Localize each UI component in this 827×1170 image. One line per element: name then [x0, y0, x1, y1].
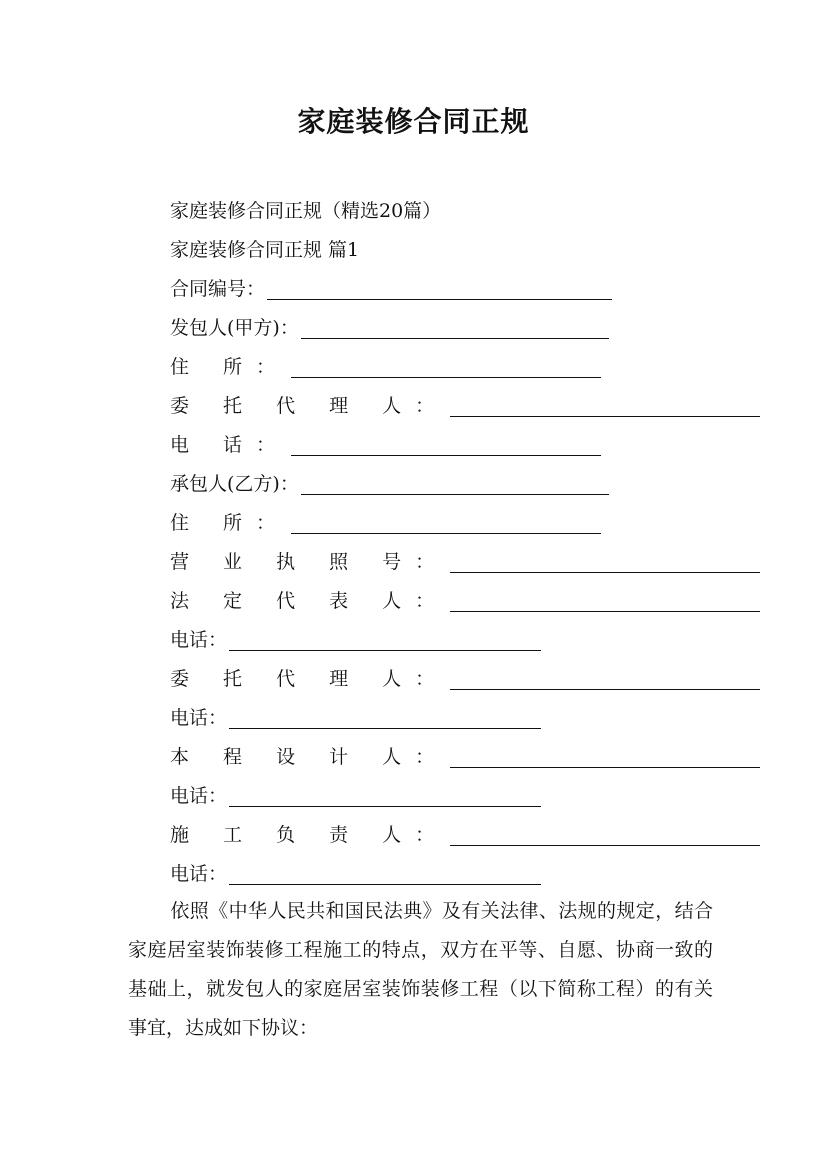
field-legal-rep-phone	[170, 625, 541, 655]
field-party-b-address	[170, 508, 601, 538]
field-business-license	[170, 547, 760, 577]
field-party-a-phone	[170, 430, 601, 460]
field-label: 电 话：	[170, 434, 290, 456]
business-license-blank[interactable]	[450, 552, 760, 573]
field-label: 电话：	[170, 629, 228, 651]
party-b-address-blank[interactable]	[291, 513, 601, 534]
section-heading: 家庭装修合同正规 篇1	[170, 239, 360, 261]
field-label: 承包人(乙方)：	[170, 473, 299, 495]
field-label: 住 所：	[170, 356, 290, 378]
field-label: 合同编号：	[170, 278, 266, 300]
legal-rep-phone-blank[interactable]	[229, 630, 541, 651]
field-label: 施 工 负 责 人：	[170, 824, 449, 846]
field-label: 电话：	[170, 863, 228, 885]
field-party-a	[170, 313, 609, 343]
field-party-b-agent	[170, 664, 760, 694]
field-party-a-agent	[170, 391, 760, 421]
legal-representative-blank[interactable]	[450, 591, 760, 612]
field-label: 发包人(甲方)：	[170, 317, 299, 339]
field-label: 住 所：	[170, 512, 290, 534]
field-legal-representative	[170, 586, 760, 616]
field-party-a-address	[170, 352, 601, 382]
field-construction-manager	[170, 820, 760, 850]
field-label: 电话：	[170, 785, 228, 807]
document-subtitle: 家庭装修合同正规（精选20篇）	[170, 200, 442, 222]
field-label: 委 托 代 理 人：	[170, 395, 449, 417]
field-designer	[170, 742, 760, 772]
field-party-b	[170, 469, 609, 499]
designer-phone-blank[interactable]	[229, 786, 541, 807]
party-b-blank[interactable]	[301, 474, 609, 495]
party-b-agent-blank[interactable]	[450, 669, 760, 690]
party-a-address-blank[interactable]	[291, 357, 601, 378]
field-label: 营 业 执 照 号：	[170, 551, 449, 573]
party-a-blank[interactable]	[301, 318, 609, 339]
page-title: 家庭装修合同正规	[297, 105, 530, 138]
designer-blank[interactable]	[450, 747, 760, 768]
field-label: 本 程 设 计 人：	[170, 746, 449, 768]
field-contract-number	[170, 274, 612, 304]
field-label: 委 托 代 理 人：	[170, 668, 449, 690]
agreement-paragraph: 依照《中华人民共和国民法典》及有关法律、法规的规定，结合家庭居室装饰装修工程施工的特点，双方在平等、自愿、协商一致的基础上，就发包人的家庭居室装饰装修工程（以下简称工程）的有关事宜，达成如下协议：	[128, 900, 713, 1039]
field-construction-manager-phone	[170, 859, 541, 889]
party-b-agent-phone-blank[interactable]	[229, 708, 541, 729]
field-party-b-agent-phone	[170, 703, 541, 733]
field-label: 电话：	[170, 707, 228, 729]
field-designer-phone	[170, 781, 541, 811]
construction-manager-phone-blank[interactable]	[229, 864, 541, 885]
contract-number-blank[interactable]	[267, 279, 612, 300]
field-label: 法 定 代 表 人：	[170, 590, 449, 612]
party-a-agent-blank[interactable]	[450, 396, 760, 417]
construction-manager-blank[interactable]	[450, 825, 760, 846]
party-a-phone-blank[interactable]	[291, 435, 601, 456]
